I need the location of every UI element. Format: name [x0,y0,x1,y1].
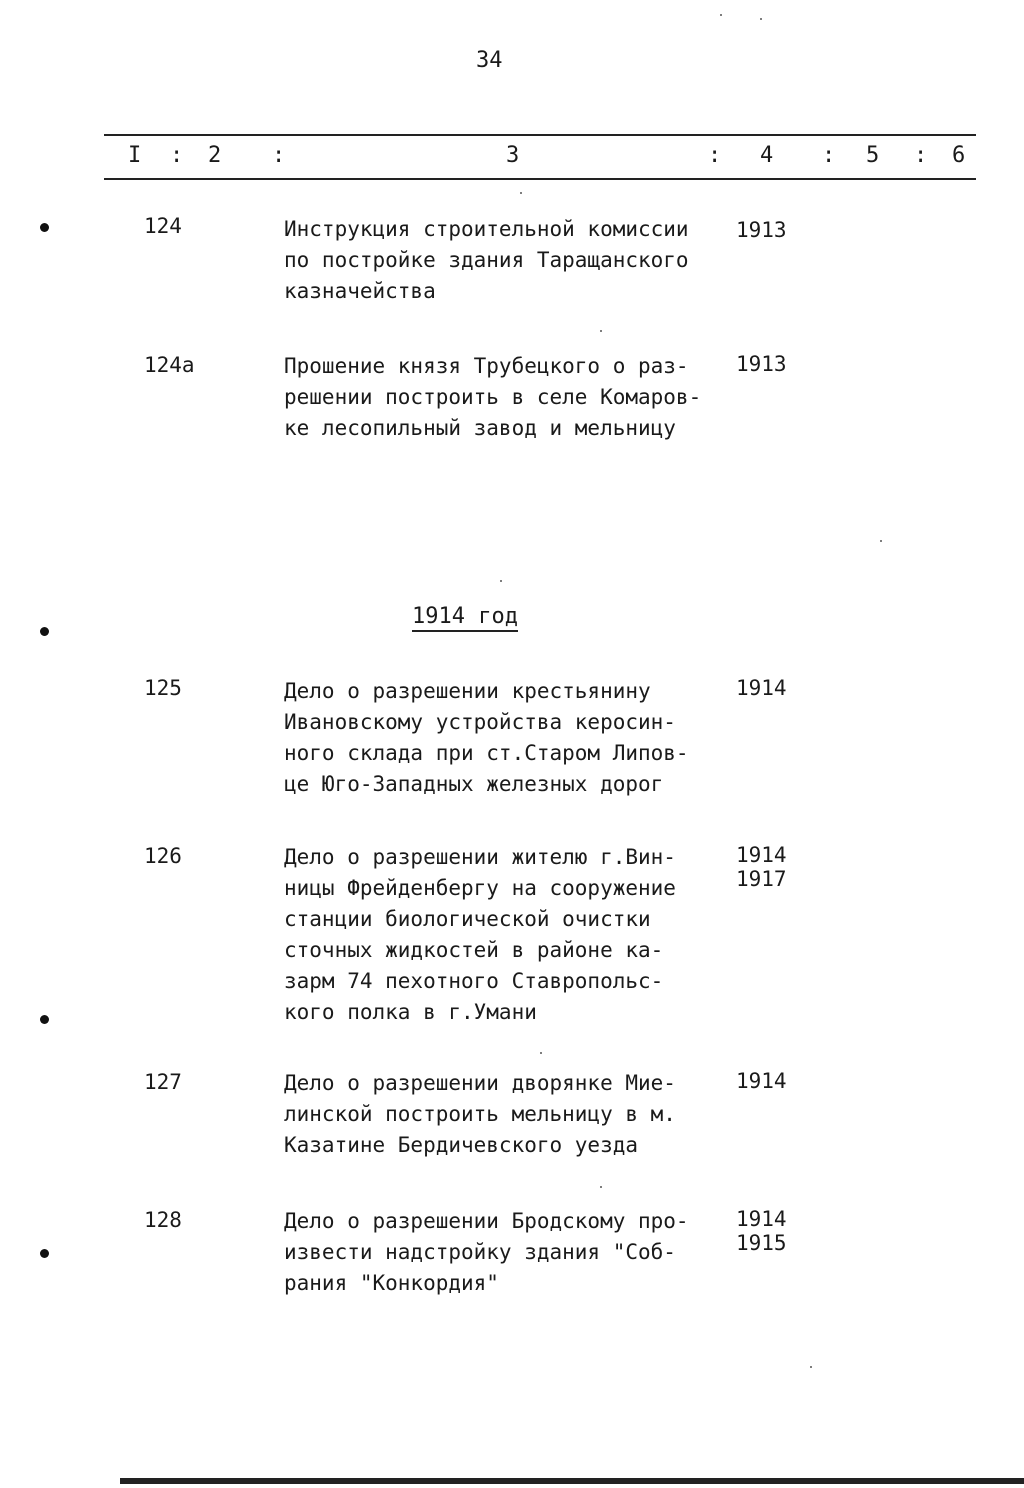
entry-number: 128 [144,1208,182,1232]
entry-years: 1914 [736,676,787,700]
scan-bottom-edge [120,1478,1024,1484]
column-separator: : [708,143,722,168]
section-heading-year: 1914 год [412,604,518,632]
punch-hole-mark [40,1249,49,1258]
entry-title: Прошение князя Трубецкого о раз- решении построить в селе Комаров- ке лесопильный завод и мельницу [284,354,702,440]
scan-speck [600,330,602,332]
entry-number: 126 [144,844,182,868]
scan-speck [500,580,502,582]
entry-years: 1914 1915 [736,1207,787,1255]
entry-years: 1913 [736,352,787,376]
column-header-1: I [128,143,142,168]
column-header-4: 4 [760,143,774,168]
entry-number: 125 [144,676,182,700]
table-header-top-rule [104,134,976,136]
scan-speck [720,14,722,16]
column-separator: : [170,143,184,168]
column-separator: : [914,143,928,168]
column-header-5: 5 [866,143,880,168]
entry-title: Дело о разрешении жителю г.Вин- ницы Фрейденбергу на сооружение станции биологической очистки сточных жидкостей в районе ка- зарм 74 пехотного Ставропольс- кого полка в г.Умани [284,845,676,1024]
entry-number: 127 [144,1070,182,1094]
page-number: 34 [476,48,503,73]
scan-speck [810,1366,812,1368]
entry-number: 124 [144,214,182,238]
entry-title: Дело о разрешении крестьянину Ивановскому устройства керосин- ного склада при ст.Старом Липов- це Юго-Западных железных дорог [284,679,689,796]
table-header-bottom-rule [104,178,976,180]
entry-years: 1914 1917 [736,843,787,891]
column-header-2: 2 [208,143,222,168]
scan-speck [760,18,762,20]
punch-hole-mark [40,223,49,232]
column-separator: : [822,143,836,168]
scan-speck [540,1052,542,1054]
entry-number: 124а [144,353,195,377]
column-header-3: 3 [506,143,520,168]
entry-title: Инструкция строительной комиссии по постройке здания Таращанского казначейства [284,217,689,303]
entry-title: Дело о разрешении Бродскому про- извести надстройку здания "Соб- рания "Конкордия" [284,1209,689,1295]
punch-hole-mark [40,627,49,636]
scan-speck [520,192,522,194]
scan-speck [600,1186,602,1188]
entry-years: 1913 [736,218,787,242]
entry-years: 1914 [736,1069,787,1093]
column-header-6: 6 [952,143,966,168]
punch-hole-mark [40,1015,49,1024]
column-separator: : [272,143,286,168]
entry-title: Дело о разрешении дворянке Мие- линской построить мельницу в м. Казатине Бердичевского уезда [284,1071,676,1157]
scan-speck [880,540,882,542]
